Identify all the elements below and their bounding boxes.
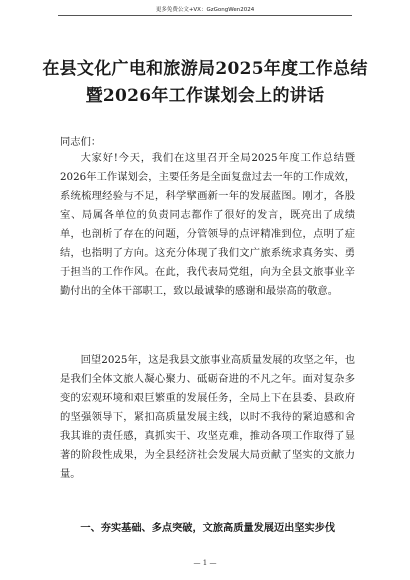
body-paragraph-2: [60, 351, 355, 484]
body-paragraph-1: [60, 149, 355, 301]
document-title: 在县文化广电和旅游局2025年度工作总结暨2026年工作谋划会上的讲话: [42, 59, 368, 106]
page-header: 更多免费公文+VX：GzGongWen2024: [155, 7, 255, 13]
header-divider: [58, 15, 352, 16]
section-heading: 一、夯实基础、多点突破，文旅高质量发展迈出坚实步伐: [80, 523, 336, 534]
page-number: — 1 —: [193, 559, 217, 567]
salutation: 同志们：: [60, 136, 102, 148]
paragraph-text: 回望2025年，这是我县文旅事业高质量发展的攻坚之年，也是我们全体文旅人凝心聚力、砥砺奋进的不凡之年。面对复杂多变的宏观环境和艰巨繁重的发展任务，全局上下在县委、县政府的坚强领导下，紧扣高质量发展主线，以时不我待的紧迫感和舍我其谁的责任感，真抓实干、攻坚克难，推动各项工作取得了显著的阶段性成果，为全县经济社会发展大局贡献了坚实的文旅力量。: [60, 354, 355, 480]
paragraph-text: 大家好!今天，我们在这里召开全局2025年度工作总结暨2026年工作谋划会，主要任务是全面复盘过去一年的工作成效，系统梳理经验与不足，科学擘画新一年的发展蓝图。刚才，各股室、局属各单位的负责同志都作了很好的发言，既亮出了成绩单，也剖析了存在的问题，分管领导的点评精准到位，点明了症结，也指明了方向。这充分体现了我们文广旅系统求真务实、勇于担当的工作作风。在此，我代表局党组，向为全县文旅事业辛勤付出的全体干部职工，致以最诚挚的感谢和最崇高的敬意。: [60, 152, 355, 297]
